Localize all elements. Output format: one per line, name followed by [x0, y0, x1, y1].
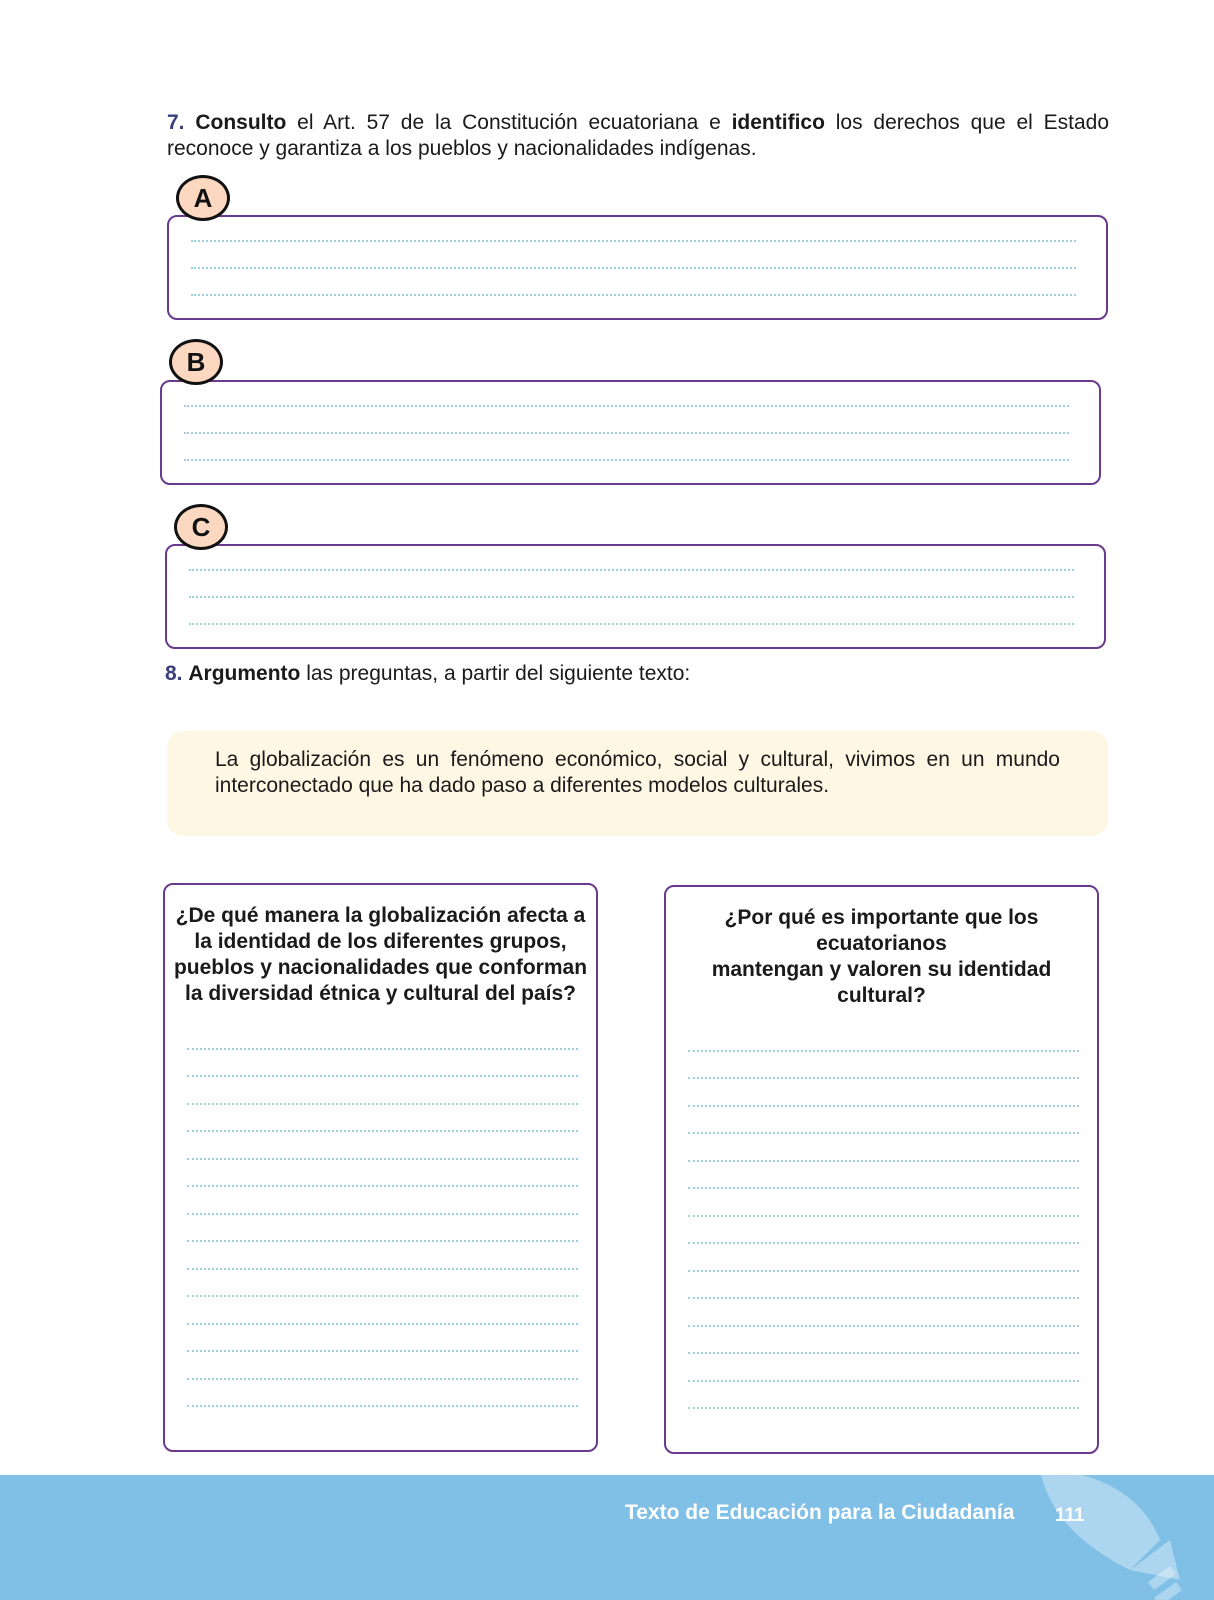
writing-line — [184, 405, 1069, 407]
writing-line — [191, 240, 1076, 242]
label-circle-a: A — [176, 175, 230, 221]
writing-line — [191, 267, 1076, 269]
footer-title: Texto de Educación para la Ciudadanía — [625, 1501, 1015, 1524]
writing-line — [688, 1380, 1079, 1382]
answer-box-b[interactable] — [160, 380, 1101, 485]
writing-line — [688, 1270, 1079, 1272]
question-right-line-1: ¿Por qué es importante que los ecuatorianos — [724, 906, 1039, 955]
rocket-icon — [1030, 1475, 1190, 1600]
writing-line — [187, 1378, 578, 1380]
page-number: 111 — [1055, 1505, 1085, 1526]
label-circle-b: B — [169, 339, 223, 385]
writing-line — [187, 1350, 578, 1352]
writing-line — [688, 1325, 1079, 1327]
label-circle-c: C — [174, 504, 228, 550]
writing-line — [187, 1268, 578, 1270]
writing-line — [189, 596, 1074, 598]
writing-line — [187, 1075, 578, 1077]
writing-line — [688, 1352, 1079, 1354]
writing-line — [187, 1185, 578, 1187]
question-7-text-1: el Art. 57 de la Constitución ecuatoriana e — [286, 111, 732, 134]
writing-line — [187, 1295, 578, 1297]
question-box-left[interactable] — [163, 883, 598, 1452]
writing-line — [184, 459, 1069, 461]
question-right-text — [696, 905, 1067, 1009]
writing-line — [688, 1105, 1079, 1107]
writing-line — [187, 1240, 578, 1242]
question-7-number: 7. — [167, 111, 185, 134]
reading-note — [167, 731, 1108, 836]
question-7 — [167, 110, 1109, 162]
answer-box-c[interactable] — [165, 544, 1106, 649]
question-8-number: 8. — [165, 662, 183, 685]
writing-line — [688, 1215, 1079, 1217]
question-8 — [165, 661, 690, 687]
writing-line — [688, 1077, 1079, 1079]
writing-line — [187, 1048, 578, 1050]
writing-line — [191, 294, 1076, 296]
writing-line — [688, 1407, 1079, 1409]
writing-line — [688, 1242, 1079, 1244]
writing-line — [688, 1160, 1079, 1162]
writing-line — [688, 1132, 1079, 1134]
question-8-text: las preguntas, a partir del siguiente texto: — [300, 662, 691, 685]
writing-line — [187, 1323, 578, 1325]
reading-text: La globalización es un fenómeno económico, social y cultural, vivimos en un mundo interconectado que ha dado paso a diferentes modelos culturales. — [215, 748, 1060, 797]
page-footer — [0, 1475, 1214, 1600]
question-7-text-2: los derechos que el Estado reconoce y garantiza a los pueblos y nacionalidades indígenas. — [167, 111, 1109, 160]
answer-box-a[interactable] — [167, 215, 1108, 320]
question-8-verb: Argumento — [188, 662, 301, 685]
question-7-verb-identifico: identifico — [731, 111, 825, 134]
writing-line — [688, 1187, 1079, 1189]
writing-line — [187, 1213, 578, 1215]
writing-line — [184, 432, 1069, 434]
writing-line — [688, 1297, 1079, 1299]
question-left-text: ¿De qué manera la globalización afecta a la identidad de los diferentes grupos, pueblos y nacionalidades que conforman la diversidad étnica y cultural del país? — [173, 904, 588, 1005]
question-right-line-2: mantengan y valoren su identidad cultural? — [711, 958, 1052, 1007]
writing-line — [189, 623, 1074, 625]
writing-line — [187, 1158, 578, 1160]
writing-line — [187, 1130, 578, 1132]
question-7-verb-consulto: Consulto — [195, 111, 287, 134]
writing-line — [187, 1103, 578, 1105]
writing-line — [688, 1050, 1079, 1052]
writing-line — [187, 1405, 578, 1407]
writing-line — [189, 569, 1074, 571]
question-box-right[interactable] — [664, 885, 1099, 1454]
